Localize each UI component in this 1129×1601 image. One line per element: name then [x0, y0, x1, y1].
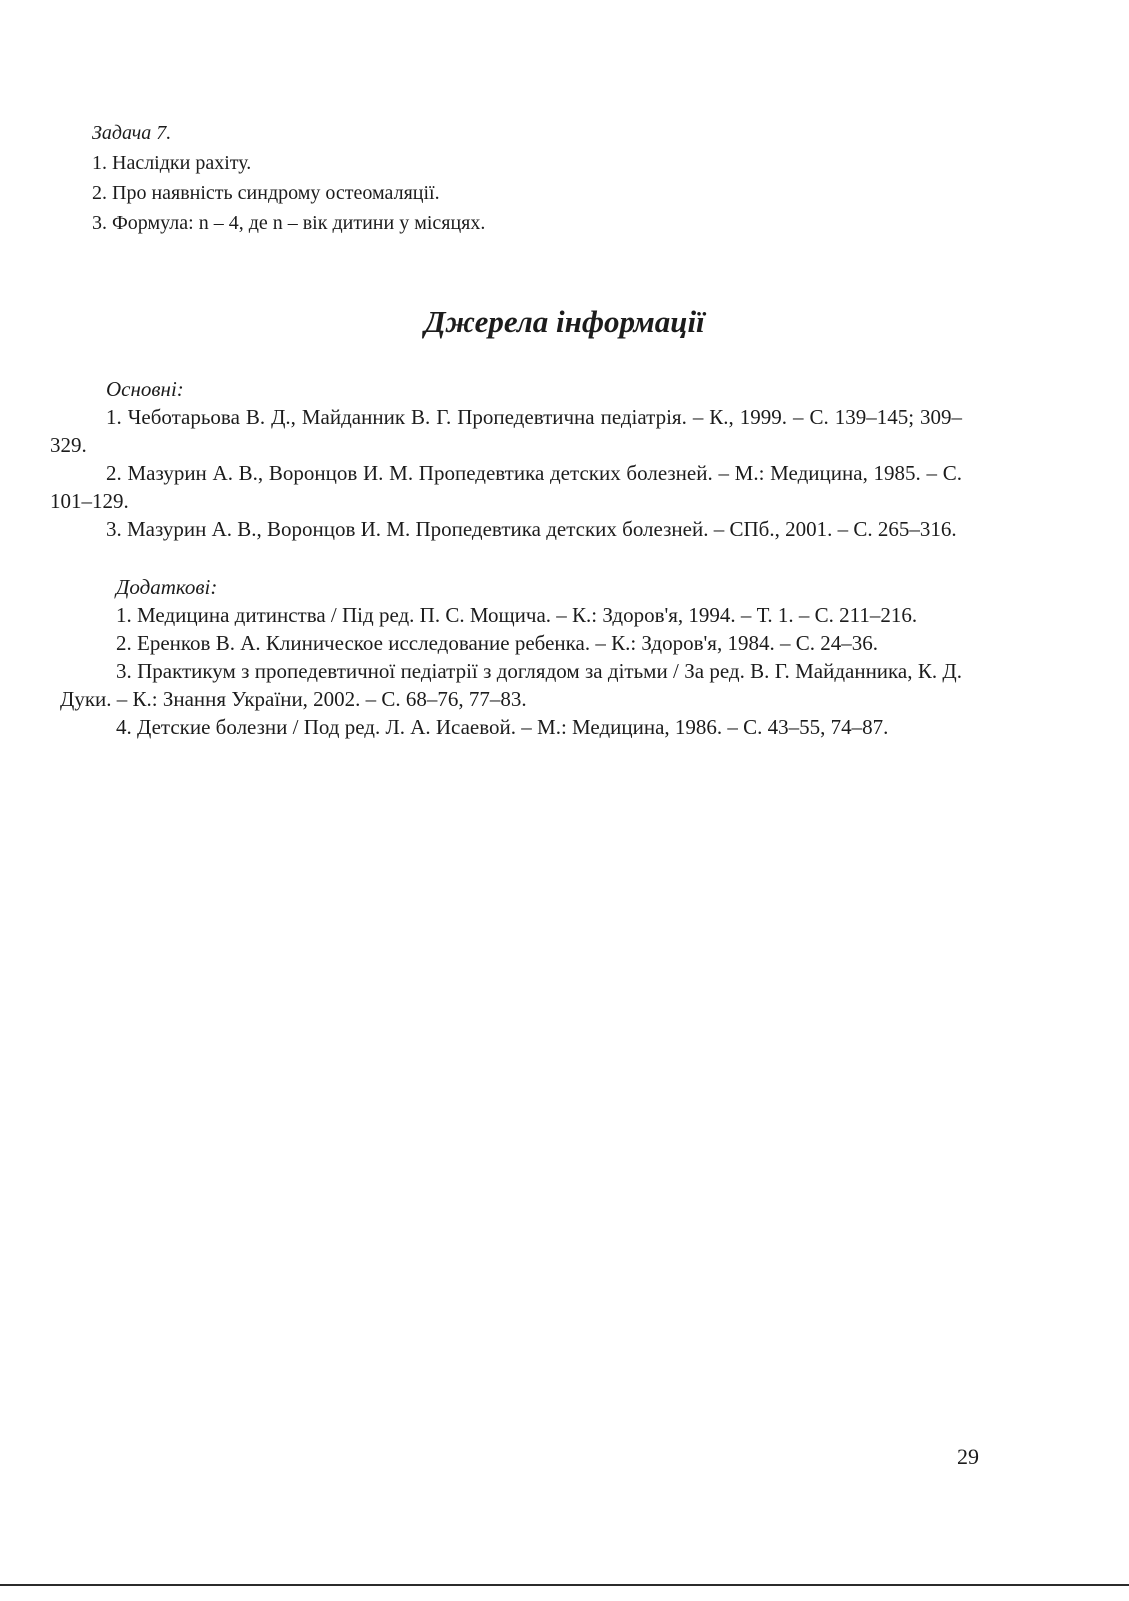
reference-item: 2. Мазурин А. В., Воронцов И. М. Пропедевтика детских болезней. – М.: Медицина, 1985. – С. 101–129. — [50, 461, 962, 513]
reference-item: 4. Детские болезни / Под ред. Л. А. Исаевой. – М.: Медицина, 1986. – С. 43–55, 74–87. — [116, 715, 889, 739]
page-number: 29 — [957, 1444, 979, 1469]
additional-sources-label: Додаткові: — [116, 575, 218, 599]
task-title: Задача 7. — [92, 122, 172, 144]
task-item: 1. Наслідки рахіту. — [92, 152, 252, 174]
page-bottom-rule — [0, 1584, 1129, 1586]
reference-item: 3. Практикум з пропедевтичної педіатрії з доглядом за дітьми / За ред. В. Г. Майданника, К. Д. Дуки. – К.: Знання України, 2002. – С. 68–76, 77–83. — [60, 659, 962, 711]
reference-item: 3. Мазурин А. В., Воронцов И. М. Пропедевтика детских болезней. – СПб., 2001. – С. 265–316. — [106, 517, 957, 541]
references-block — [50, 375, 962, 741]
additional-sources — [60, 573, 962, 741]
reference-item: 1. Чеботарьова В. Д., Майданник В. Г. Пропедевтична педіатрія. – К., 1999. – С. 139–145; 309–329. — [50, 405, 962, 457]
reference-item: 1. Медицина дитинства / Під ред. П. С. Мощича. – К.: Здоров'я, 1994. – Т. 1. – С. 211–216. — [116, 603, 918, 627]
main-sources-label: Основні: — [106, 377, 184, 401]
task-answer-block — [92, 118, 992, 238]
section-spacer — [50, 543, 962, 573]
reference-item: 2. Еренков В. А. Клиническое исследование ребенка. – К.: Здоров'я, 1984. – С. 24–36. — [116, 631, 878, 655]
section-heading: Джерела інформації — [424, 304, 705, 339]
task-item: 2. Про наявність синдрому остеомаляції. — [92, 182, 440, 204]
task-item: 3. Формула: n – 4, де n – вік дитини у місяцях. — [92, 212, 486, 234]
